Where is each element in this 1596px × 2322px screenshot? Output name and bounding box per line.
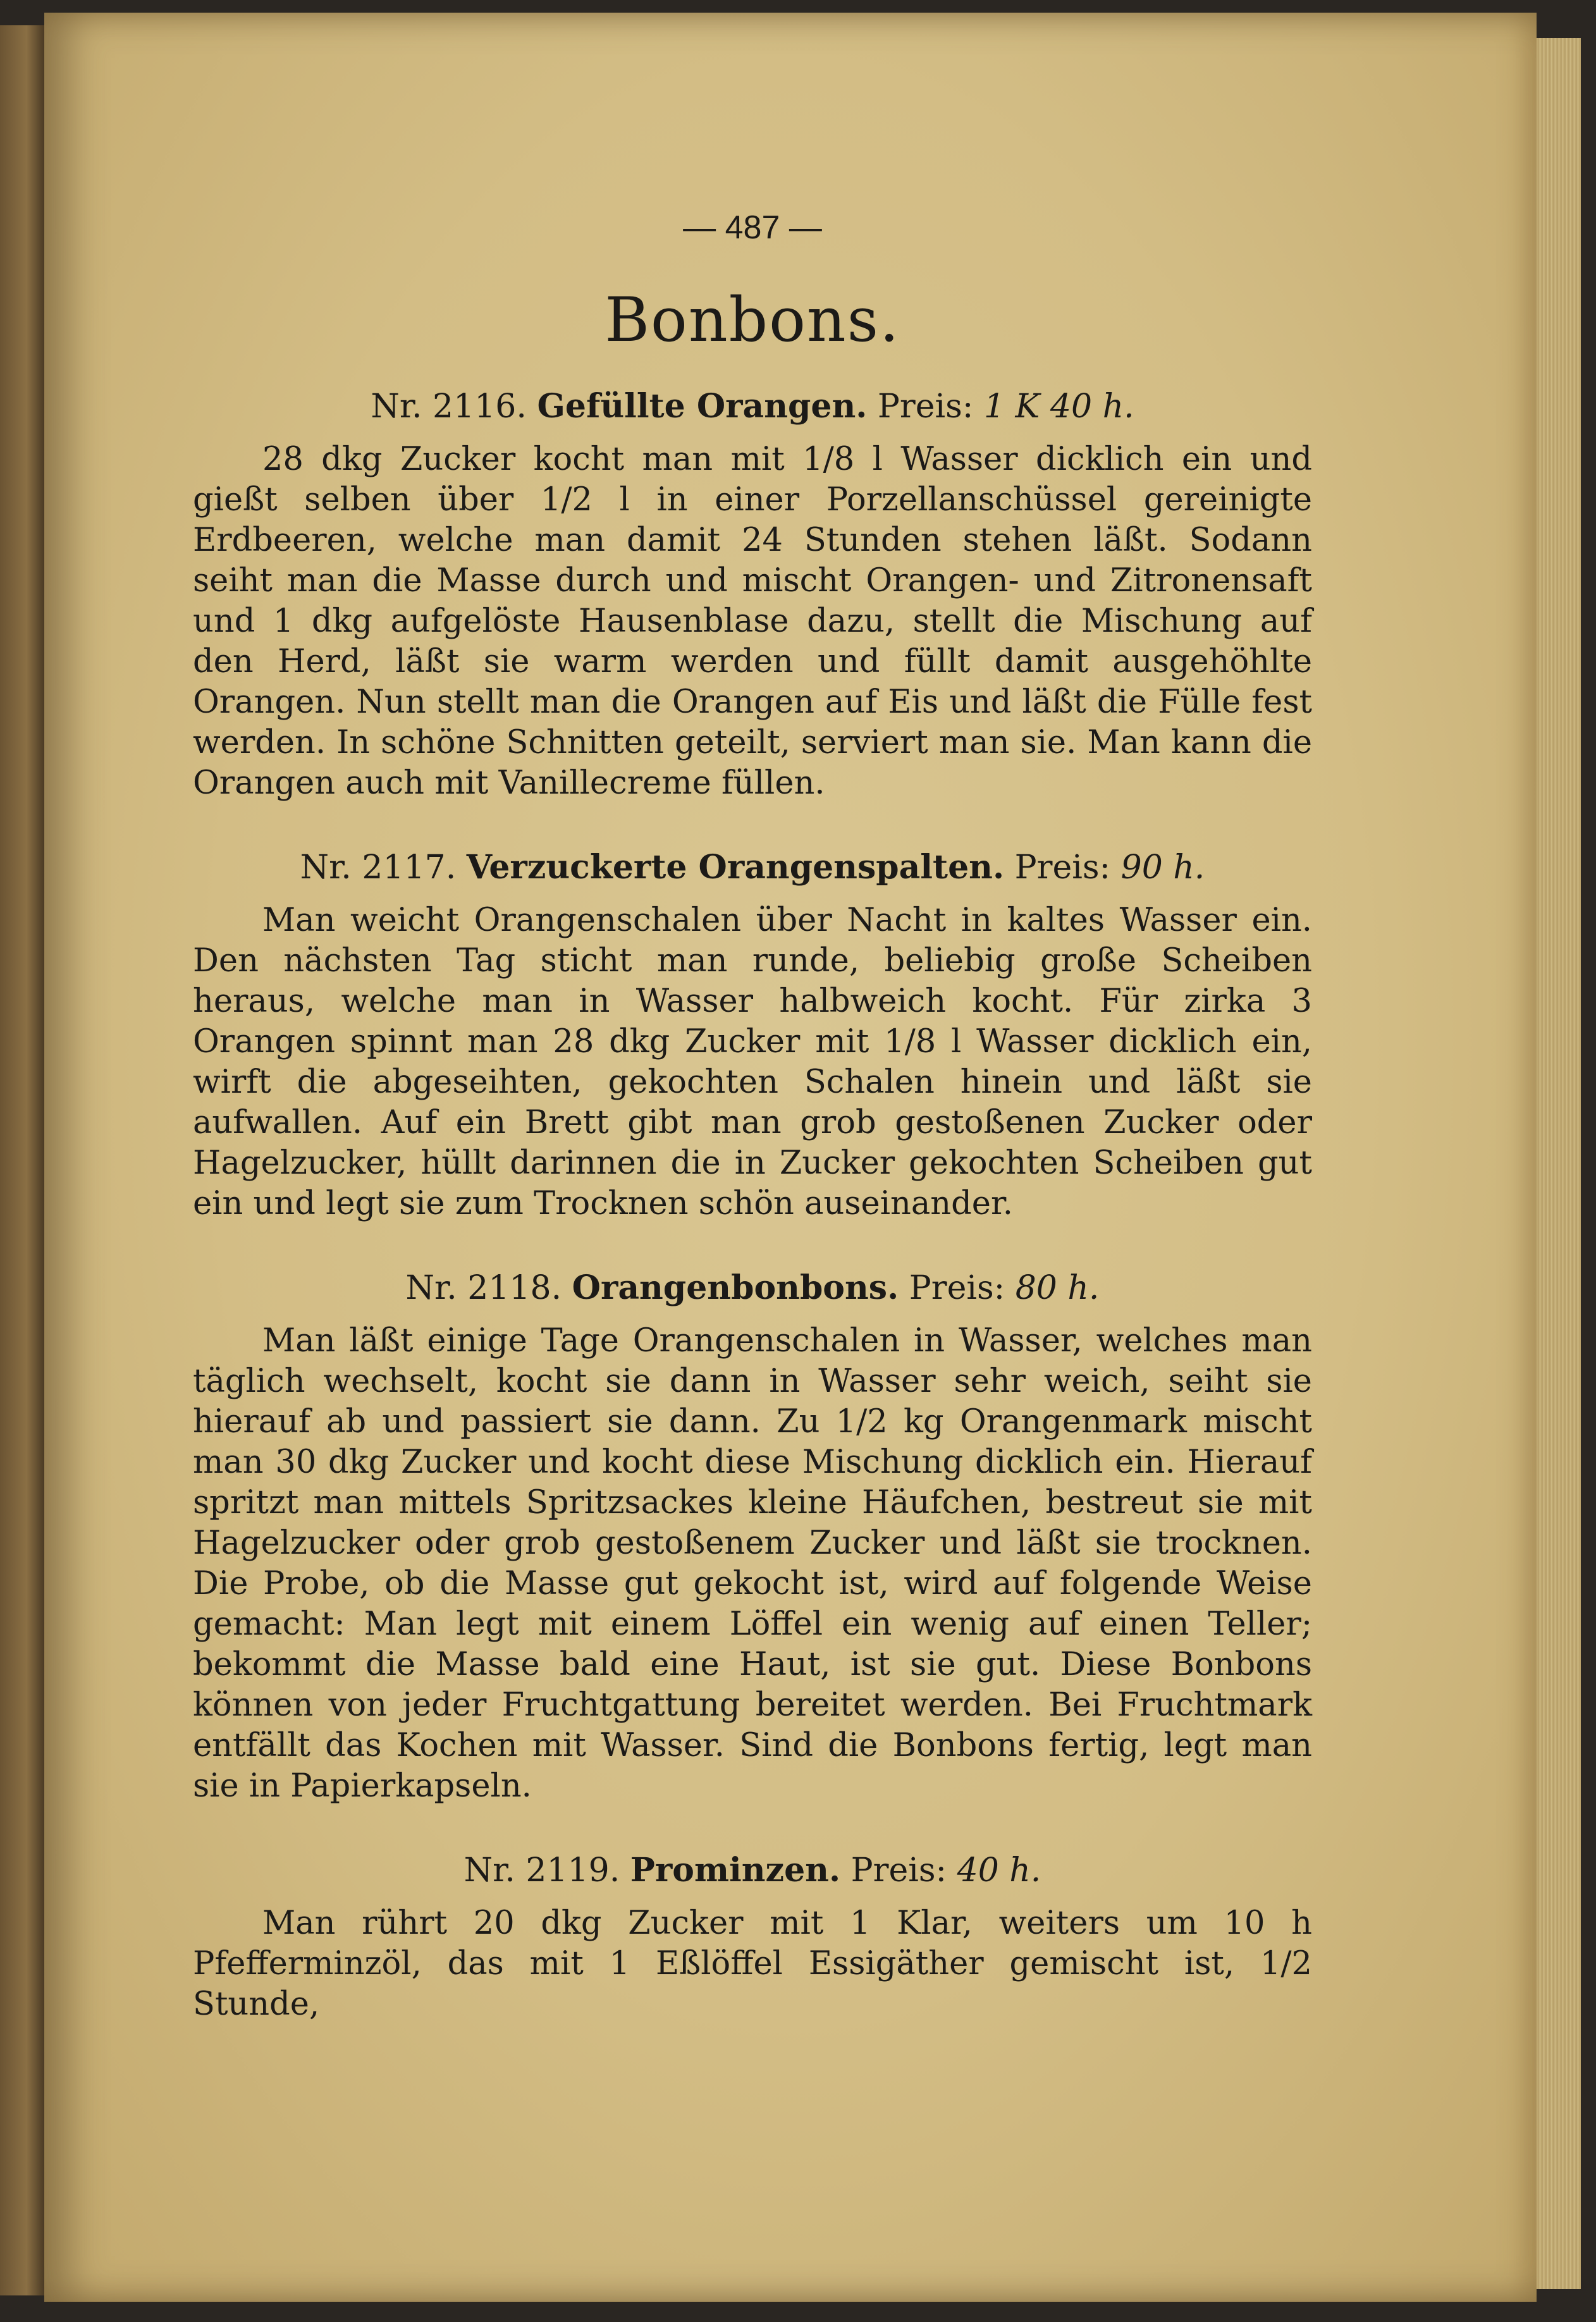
recipe-text: Man rührt 20 dkg Zucker mit 1 Klar, weiters um 10 h Pfefferminzöl, das mit 1 Eßlöffel Essigäther gemischt ist, 1/2 Stunde, — [193, 1905, 1312, 2023]
recipe-number: Nr. 2117. — [300, 849, 457, 887]
recipe-number: Nr. 2118. — [405, 1269, 562, 1307]
recipe-number: Nr. 2116. — [371, 388, 527, 426]
price-label: Preis: — [1014, 849, 1111, 887]
recipe-text: Man weicht Orangenschalen über Nacht in kaltes Wasser ein. Den nächsten Tag sticht man runde, beliebig große Scheiben heraus, welche man in Wasser halbweich kocht. Für zirka 3 Orangen spinnt man 28 dkg Zucker mit 1/8 l Wasser dicklich ein, wirft die abgeseihten, gekochten Schalen hinein und läßt sie aufwallen. Auf ein Brett gibt man grob gestoßenen Zucker oder Hagelzucker, hüllt darinnen die in Zucker gekochten Scheiben gut ein und legt sie zum Trocknen schön auseinander. — [193, 902, 1312, 1222]
section-title: Bonbons. — [605, 285, 900, 355]
page-number: — 487 — — [683, 209, 822, 246]
recipe-text: Man läßt einige Tage Orangenschalen in Wasser, welches man täglich wechselt, kocht sie dann in Wasser sehr weich, seiht sie hierauf ab und passiert sie dann. Zu 1/2 kg Orangenmark mischt man 30 dkg Zucker und kocht diese Mischung dicklich ein. Hierauf spritzt man mittels Spritzsackes kleine Häufchen, bestreut sie mit Hagelzucker oder grob gestoßenem Zucker und läßt sie trocknen. Die Probe, ob die Masse gut gekocht ist, wird auf folgende Weise gemacht: Man legt mit einem Löffel ein wenig auf einen Teller; bekommt die Masse bald eine Haut, ist sie gut. Diese Bonbons können von jeder Fruchtgattung bereitet werden. Bei Fruchtmark entfällt das Kochen mit Wasser. Sind die Bonbons fertig, legt man sie in Papierkapseln. — [193, 1322, 1312, 1805]
recipe-heading — [193, 387, 1312, 426]
recipe-heading — [193, 1851, 1312, 1889]
recipe-name: Gefüllte Orangen. — [537, 387, 868, 426]
recipe-2116 — [193, 387, 1312, 804]
recipe-name: Prominzen. — [630, 1851, 841, 1889]
page-content — [193, 209, 1312, 2069]
recipe-2118 — [193, 1268, 1312, 1807]
recipe-heading — [193, 1268, 1312, 1307]
recipe-name: Orangenbonbons. — [572, 1268, 899, 1307]
recipe-price: 40 h. — [957, 1852, 1041, 1889]
price-label: Preis: — [850, 1852, 947, 1889]
recipe-number: Nr. 2119. — [463, 1852, 620, 1889]
price-label: Preis: — [909, 1269, 1005, 1307]
recipe-text: 28 dkg Zucker kocht man mit 1/8 l Wasser dicklich ein und gießt selben über 1/2 l in einer Porzellanschüssel gereinigte Erdbeeren, welche man damit 24 Stunden stehen läßt. Sodann seiht man die Masse durch und mischt Orangen- und Zitronensaft und 1 dkg aufgelöste Hausenblase dazu, stellt die Mischung auf den Herd, läßt sie warm werden und füllt damit ausgehöhlte Orangen. Nun stellt man die Orangen auf Eis und läßt die Fülle fest werden. In schöne Schnitten geteilt, serviert man sie. Man kann die Orangen auch mit Vanillecreme füllen. — [193, 441, 1312, 802]
recipe-price: 80 h. — [1015, 1269, 1100, 1307]
price-label: Preis: — [877, 388, 974, 426]
recipe-heading — [193, 848, 1312, 887]
page-edges — [1537, 38, 1581, 2289]
recipe-2117 — [193, 848, 1312, 1224]
recipe-price: 1 K 40 h. — [983, 388, 1134, 426]
recipe-price: 90 h. — [1120, 849, 1205, 887]
left-page-edge — [0, 25, 44, 2295]
recipe-2119 — [193, 1851, 1312, 2025]
recipe-name: Verzuckerte Orangenspalten. — [466, 848, 1005, 887]
